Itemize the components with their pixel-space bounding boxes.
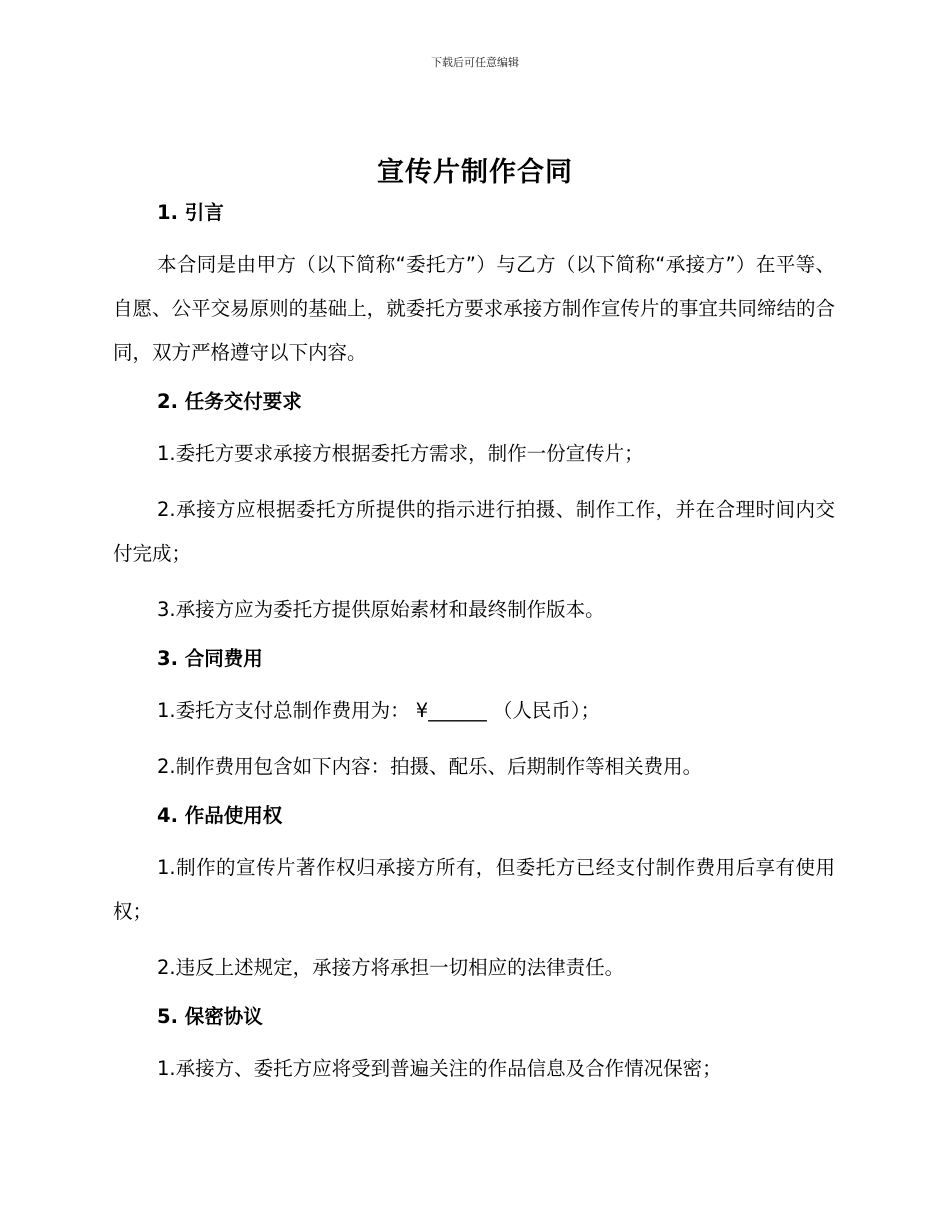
document-title: 宣传片制作合同 (377, 157, 573, 188)
paragraph: 1.承接方、委托方应将受到普遍关注的作品信息及合作情况保密； (157, 1057, 722, 1080)
paragraph: 1.制作的宣传片著作权归承接方所有，但委托方已经支付制作费用后享有使用权； (113, 856, 835, 923)
section-heading: 3. 合同费用 (157, 647, 263, 670)
document-body (113, 198, 835, 1103)
paragraph: 2.制作费用包含如下内容：拍摄、配乐、后期制作等相关费用。 (157, 755, 703, 778)
page-header-note: 下载后可任意编辑 (431, 56, 519, 69)
section-heading: 1. 引言 (157, 201, 224, 224)
paragraph: 2.承接方应根据委托方所提供的指示进行拍摄、制作工作，并在合理时间内交付完成； (113, 498, 835, 565)
paragraph: 2.违反上述规定，承接方将承担一切相应的法律责任。 (157, 956, 625, 979)
section-heading: 4. 作品使用权 (157, 804, 283, 827)
paragraph: 3.承接方应为委托方提供原始素材和最终制作版本。 (157, 598, 605, 621)
section-heading: 5. 保密协议 (157, 1005, 263, 1028)
paragraph: 1.委托方支付总制作费用为： ¥______ （人民币）； (157, 699, 601, 722)
paragraph: 1.委托方要求承接方根据委托方需求，制作一份宣传片； (157, 442, 644, 465)
section-heading: 2. 任务交付要求 (157, 390, 302, 413)
paragraph: 本合同是由甲方（以下简称“委托方”）与乙方（以下简称“承接方”）在平等、自愿、公平交易原则的基础上，就委托方要求承接方制作宣传片的事宜共同缔结的合同，双方严格遵守以下内容。 (113, 253, 835, 364)
